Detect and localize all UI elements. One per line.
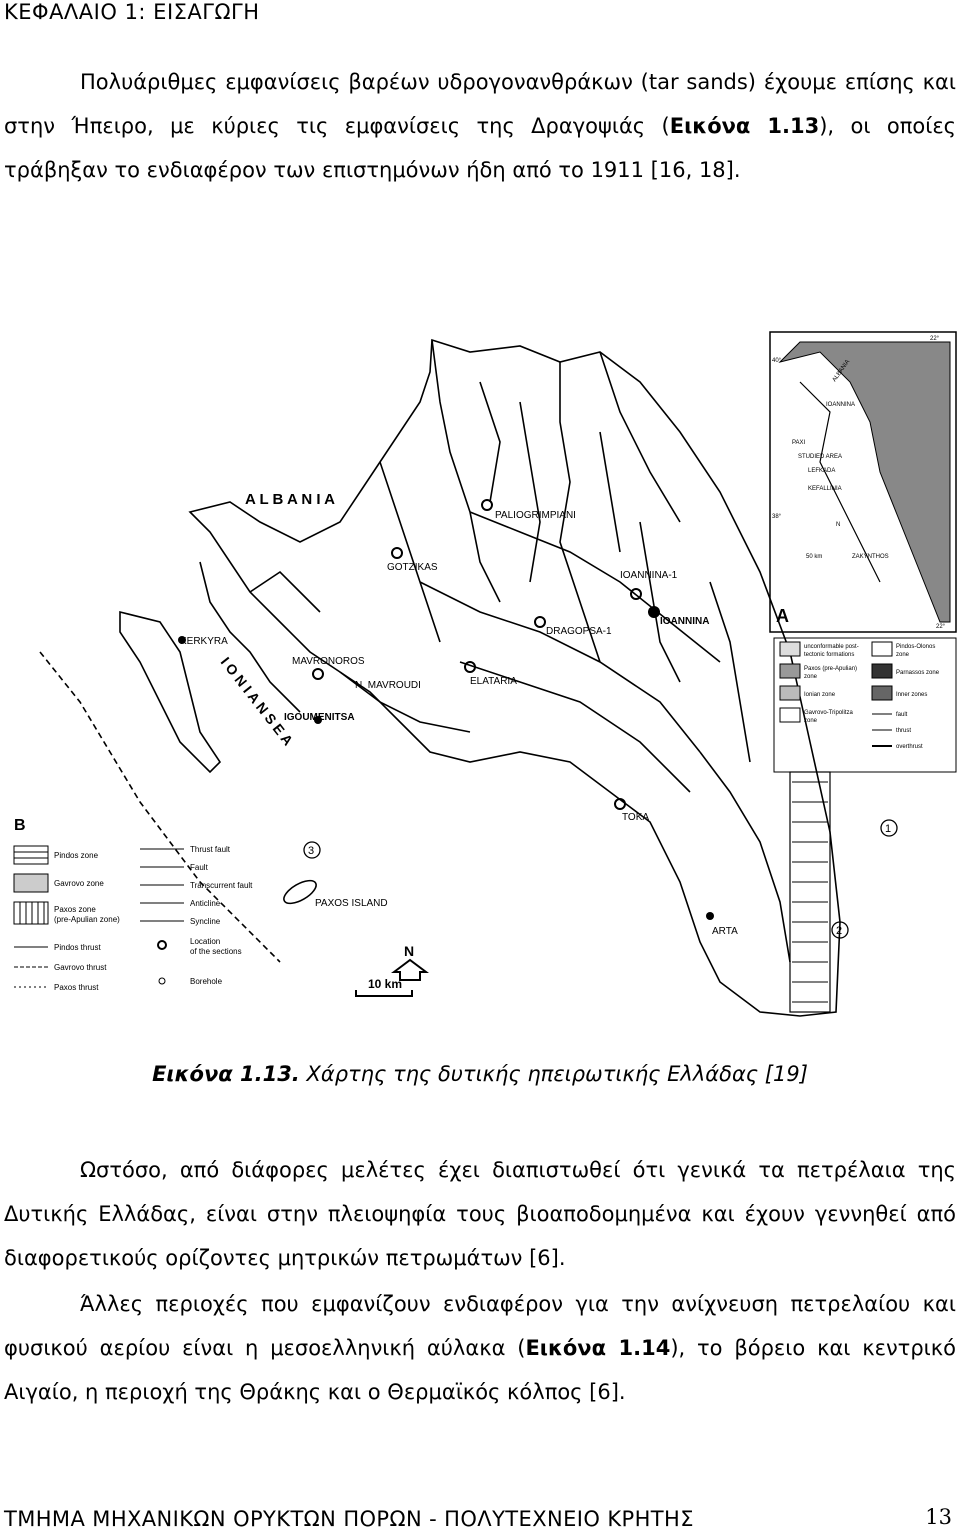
svg-text:38°: 38° xyxy=(772,514,782,520)
svg-text:Paxos (pre-Apulian): Paxos (pre-Apulian) xyxy=(804,666,858,672)
svg-text:Ionian zone: Ionian zone xyxy=(804,692,836,698)
svg-text:Paxos zone: Paxos zone xyxy=(54,905,96,914)
north-arrow-icon xyxy=(394,943,426,980)
figure-reference-1-14: Εικόνα 1.14 xyxy=(525,1336,671,1360)
paragraph-tar-sands: Πολυάριθμες εμφανίσεις βαρέων υδρογονανθράκων (tar sands) έχουμε επίσης και στην Ήπειρο, με κύριες τις εμφανίσεις της Δραγοψιάς (Εικόνα 1.13), οι οποίες τράβηξαν το ενδιαφέρον των επιστημόνων ήδη από το 1911 [16, 18]. xyxy=(4,70,957,182)
svg-text:50 km: 50 km xyxy=(806,554,823,560)
svg-text:ALBANIA: ALBANIA xyxy=(831,358,852,384)
paragraph-biodegraded-oils: Ωστόσο, από διάφορες μελέτες έχει διαπιστωθεί ότι γενικά τα πετρέλαια της Δυτικής Ελλάδας, είναι στην πλειοψηφία τους βιοαποδομημένα και έχουν γεννηθεί από διαφορετικούς ορίζοντες μητρικών πετρωμάτων [6]. xyxy=(4,1158,956,1270)
svg-text:22°: 22° xyxy=(930,336,940,342)
label-igoumenitsa: IGOUMENITSA xyxy=(284,712,355,723)
svg-text:LEFKADA: LEFKADA xyxy=(808,468,836,474)
svg-text:unconformable post-: unconformable post- xyxy=(804,644,859,650)
svg-text:Gavrovo zone: Gavrovo zone xyxy=(54,879,104,888)
section-marker-2: 2 xyxy=(836,925,843,937)
svg-text:Pindos-Olonos: Pindos-Olonos xyxy=(896,644,936,650)
label-paliogrimpiani: PALIOGRIMPIANI xyxy=(495,510,576,521)
svg-text:Anticline: Anticline xyxy=(190,899,221,908)
svg-text:tectonic formations: tectonic formations xyxy=(804,652,855,658)
svg-text:Gavrovo thrust: Gavrovo thrust xyxy=(54,963,107,972)
svg-text:zone: zone xyxy=(804,718,818,724)
label-elataria: ELATARIA xyxy=(470,676,517,687)
svg-text:fault: fault xyxy=(896,712,908,718)
svg-text:10 km: 10 km xyxy=(368,977,403,991)
label-kerkyra: KERKYRA xyxy=(180,636,228,647)
svg-text:Borehole: Borehole xyxy=(190,977,223,986)
svg-text:Fault: Fault xyxy=(190,863,208,872)
page-number: 13 xyxy=(925,1505,952,1529)
legend-panel-b xyxy=(14,845,253,992)
svg-text:Inner zones: Inner zones xyxy=(896,692,928,698)
geological-map-figure xyxy=(0,322,960,1022)
label-ioannina-1: IOANNINA-1 xyxy=(620,570,678,581)
border-line xyxy=(432,340,500,602)
svg-text:overthrust: overthrust xyxy=(896,744,923,750)
svg-text:Pindos zone: Pindos zone xyxy=(54,851,99,860)
svg-text:Paxos thrust: Paxos thrust xyxy=(54,983,99,992)
svg-text:zone: zone xyxy=(804,674,818,680)
svg-text:thrust: thrust xyxy=(896,728,912,734)
svg-text:22°: 22° xyxy=(936,624,946,630)
svg-text:(pre-Apulian zone): (pre-Apulian zone) xyxy=(54,915,120,924)
svg-text:Transcurrent fault: Transcurrent fault xyxy=(190,881,253,890)
paragraph-other-areas: Άλλες περιοχές που εμφανίζουν ενδιαφέρον για την ανίχνευση πετρελαίου και φυσικού αερίου είναι η μεσοελληνική αύλακα (Εικόνα 1.14), το βόρειο και κεντρικό Αιγαίο, η περιοχή της Θράκης και ο Θερμαϊκός κόλπος [6]. xyxy=(4,1292,956,1404)
svg-text:PAXI: PAXI xyxy=(792,440,806,446)
svg-text:Parnassos zone: Parnassos zone xyxy=(896,670,940,676)
svg-text:N: N xyxy=(404,943,415,959)
figure-reference: Εικόνα 1.13 xyxy=(669,114,820,138)
label-n-mavroudi: N. MAVROUDI xyxy=(355,680,421,691)
caption-label: Εικόνα 1.13. xyxy=(152,1062,300,1086)
chapter-header: ΚΕΦΑΛΑΙΟ 1: ΕΙΣΑΓΩΓΗ xyxy=(4,0,260,24)
svg-text:ZAKYNTHOS: ZAKYNTHOS xyxy=(852,554,889,560)
svg-text:40°: 40° xyxy=(772,358,782,364)
svg-text:IOANNINA: IOANNINA xyxy=(826,402,856,408)
svg-text:zone: zone xyxy=(896,652,910,658)
paxos-island xyxy=(280,876,319,908)
page-footer: ΤΜΗΜΑ ΜΗΧΑΝΙΚΩΝ ΟΡΥΚΤΩΝ ΠΟΡΩΝ - ΠΟΛΥΤΕΧΝΕΙΟ ΚΡΗΤΗΣ xyxy=(4,1507,694,1531)
svg-text:N: N xyxy=(836,522,841,528)
label-mavronoros: MAVRONOROS xyxy=(292,656,365,667)
svg-text:of the sections: of the sections xyxy=(190,947,242,956)
svg-text:STUDIED AREA: STUDIED AREA xyxy=(798,454,843,460)
figure-caption: Εικόνα 1.13. Χάρτης της δυτικής ηπειρωτικής Ελλάδας [19] xyxy=(152,1062,808,1086)
svg-text:Thrust fault: Thrust fault xyxy=(190,845,231,854)
label-albania: A L B A N I A xyxy=(245,491,335,508)
label-paxos-island: PAXOS ISLAND xyxy=(315,898,388,909)
svg-text:KEFALLINIA: KEFALLINIA xyxy=(808,486,842,492)
label-ioannina: IOANNINA xyxy=(660,616,710,627)
inset-map-a xyxy=(770,332,956,632)
svg-text:Pindos thrust: Pindos thrust xyxy=(54,943,101,952)
label-dragopsa-1: DRAGOPSA-1 xyxy=(546,626,612,637)
section-marker-3: 3 xyxy=(308,845,315,857)
label-gotzikas: GOTZIKAS xyxy=(387,562,438,573)
svg-text:Syncline: Syncline xyxy=(190,917,221,926)
svg-text:Location: Location xyxy=(190,937,221,946)
svg-text:Gavrovo-Tripolitza: Gavrovo-Tripolitza xyxy=(804,710,853,716)
label-panel-a: A xyxy=(776,606,789,626)
label-ionian-sea: I O N I A N S E A xyxy=(217,653,297,749)
label-panel-b: B xyxy=(14,817,26,834)
label-toka: TOKA xyxy=(622,812,650,823)
label-arta: ARTA xyxy=(712,926,738,937)
section-marker-1: 1 xyxy=(885,823,892,835)
